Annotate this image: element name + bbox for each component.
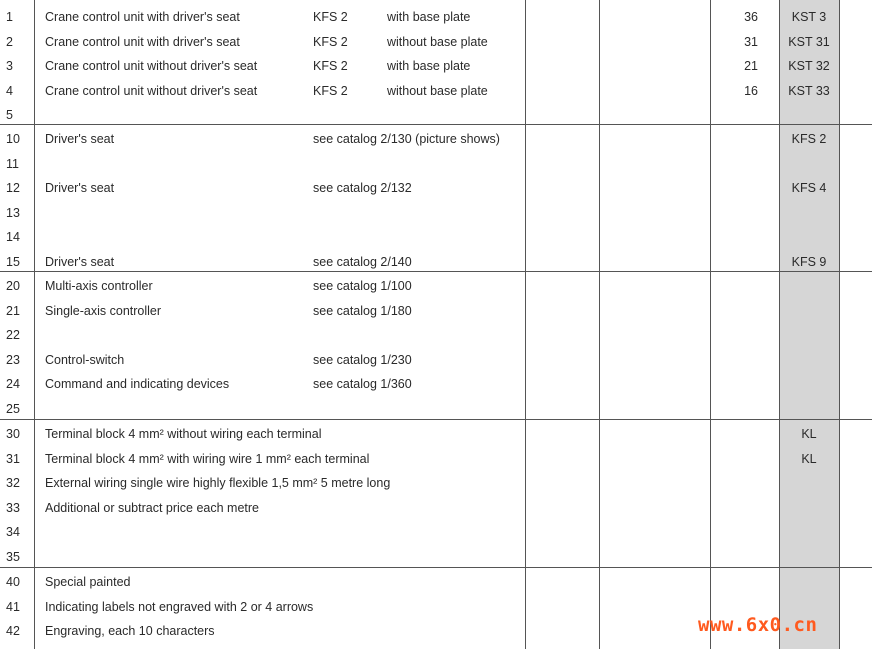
- row-code: KST 31: [788, 34, 830, 49]
- row-type: KFS 2: [313, 10, 348, 24]
- table-row: [0, 30, 872, 54]
- row-description: Crane control unit with driver's seat: [45, 10, 240, 24]
- row-description: Control-switch: [45, 352, 125, 367]
- row-quantity: 16: [744, 83, 758, 98]
- table-row: [0, 103, 872, 127]
- row-type: KFS 2: [313, 83, 348, 98]
- row-type: see catalog 1/180: [313, 303, 412, 318]
- row-code: KFS 9: [791, 254, 827, 269]
- table-row: [0, 79, 872, 103]
- table-row: [0, 152, 872, 176]
- row-number: 3: [6, 59, 13, 73]
- row-number: 13: [6, 205, 20, 220]
- row-number: 11: [6, 156, 19, 171]
- row-description: Crane control unit with driver's seat: [45, 34, 240, 49]
- table-row: [0, 447, 872, 471]
- row-description: Driver's seat: [45, 181, 115, 195]
- row-number: 23: [6, 352, 20, 367]
- table-row: [0, 372, 872, 396]
- row-description: Indicating labels not engraved with 2 or 4 arrows: [45, 599, 314, 614]
- row-number: 14: [6, 230, 20, 244]
- row-number: 24: [6, 377, 20, 391]
- row-description: Driver's seat: [45, 254, 115, 269]
- row-description: External wiring single wire highly flexible 1,5 mm² 5 metre long: [45, 476, 391, 490]
- row-description: Special painted: [45, 575, 131, 589]
- table-row: [0, 299, 872, 323]
- table-row: [0, 274, 872, 298]
- row-code: KST 33: [788, 83, 830, 98]
- row-description: Engraving, each 10 characters: [45, 624, 215, 638]
- table-row: [0, 570, 872, 594]
- row-type: see catalog 1/230: [313, 352, 412, 367]
- row-type: KFS 2: [313, 59, 348, 73]
- row-code: KFS 4: [791, 181, 827, 195]
- table-row: [0, 323, 872, 347]
- row-code: KST 3: [791, 10, 827, 24]
- row-variant: with base plate: [387, 10, 471, 24]
- row-number: 2: [6, 34, 13, 49]
- row-number: 4: [6, 83, 13, 98]
- row-number: 25: [6, 401, 20, 416]
- row-number: 15: [6, 254, 20, 269]
- row-type: see catalog 2/132: [313, 181, 412, 195]
- row-variant: without base plate: [387, 34, 488, 49]
- row-description: Single-axis controller: [45, 303, 162, 318]
- table-row: [0, 348, 872, 372]
- row-number: 20: [6, 279, 20, 293]
- row-type: see catalog 2/140: [313, 254, 412, 269]
- table-row: [0, 176, 872, 200]
- row-quantity: 36: [744, 10, 758, 24]
- table-row: [0, 397, 872, 421]
- row-number: 1: [6, 10, 13, 24]
- row-quantity: 31: [744, 34, 758, 49]
- row-quantity: 21: [744, 59, 758, 73]
- table-row: [0, 54, 872, 78]
- row-number: 10: [6, 132, 20, 146]
- row-number: 12: [6, 181, 20, 195]
- table-row: [0, 250, 872, 274]
- row-type: KFS 2: [313, 34, 348, 49]
- row-number: 42: [6, 624, 20, 638]
- table-row: [0, 520, 872, 544]
- row-type: see catalog 2/130 (picture shows): [313, 132, 500, 146]
- row-number: 40: [6, 575, 20, 589]
- row-number: 34: [6, 525, 20, 539]
- table-row: [0, 127, 872, 151]
- table-row: [0, 422, 872, 446]
- row-code: KL: [801, 427, 817, 441]
- table-row: [0, 201, 872, 225]
- row-description: Terminal block 4 mm² with wiring wire 1 mm² each terminal: [45, 451, 370, 466]
- row-code: KST 32: [788, 59, 830, 73]
- row-description: Crane control unit without driver's seat: [45, 59, 258, 73]
- row-description: Crane control unit without driver's seat: [45, 83, 258, 98]
- row-number: 35: [6, 549, 20, 564]
- row-description: Additional or subtract price each metre: [45, 500, 259, 515]
- table-row: [0, 545, 872, 569]
- table-row: [0, 471, 872, 495]
- row-code: KFS 2: [791, 132, 827, 146]
- row-type: see catalog 1/100: [313, 279, 412, 293]
- row-description: Command and indicating devices: [45, 377, 230, 391]
- watermark: www.6x0.cn: [698, 614, 818, 636]
- row-code: KL: [801, 451, 817, 466]
- row-number: 5: [6, 108, 13, 122]
- table-row: [0, 225, 872, 249]
- row-variant: with base plate: [387, 59, 471, 73]
- row-description: Multi-axis controller: [45, 279, 153, 293]
- row-number: 21: [6, 303, 20, 318]
- row-number: 30: [6, 427, 20, 441]
- row-number: 31: [6, 451, 20, 466]
- table-row: [0, 496, 872, 520]
- row-number: 32: [6, 476, 20, 490]
- row-description: Terminal block 4 mm² without wiring each terminal: [45, 427, 322, 441]
- table-row: [0, 5, 872, 29]
- row-variant: without base plate: [387, 83, 488, 98]
- row-number: 33: [6, 500, 20, 515]
- row-type: see catalog 1/360: [313, 377, 412, 391]
- row-number: 22: [6, 328, 20, 342]
- row-number: 41: [6, 599, 20, 614]
- row-description: Driver's seat: [45, 132, 115, 146]
